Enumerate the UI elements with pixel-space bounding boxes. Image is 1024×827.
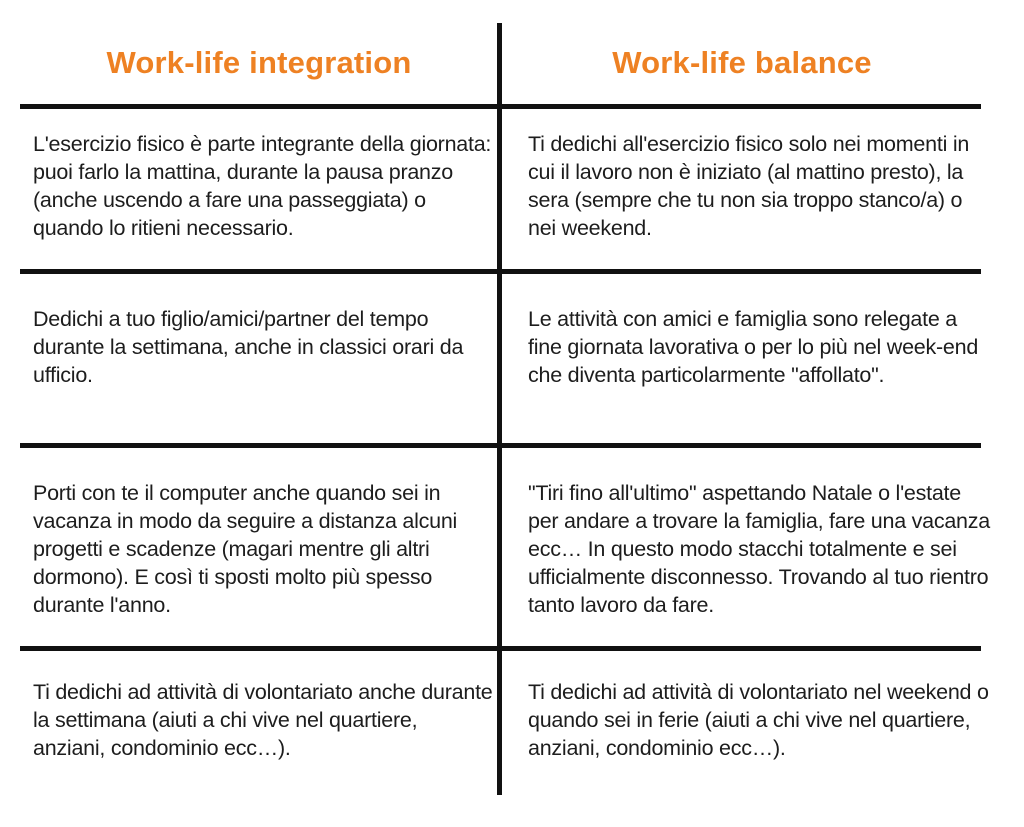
cell-balance-esercizio-fisico: Ti dedichi all'esercizio fisico solo nei momenti in cui il lavoro non è iniziato (al mattino presto), la sera (sempre che tu non sia troppo stanco/a) o nei weekend.	[528, 132, 970, 240]
cell-integration-esercizio-fisico: L'esercizio fisico è parte integrante della giornata: puoi farlo la mattina, durante la pausa pranzo (anche uscendo a fare una passeggiata) o quando lo ritieni necessario.	[33, 132, 492, 240]
cell-integration-famiglia-tempo: Dedichi a tuo figlio/amici/partner del tempo durante la settimana, anche in classici orari da ufficio.	[33, 307, 464, 387]
cell-integration-volontariato: Ti dedichi ad attività di volontariato anche durante la settimana (aiuti a chi vive nel quartiere, anziani, condominio ecc…).	[33, 680, 493, 760]
column-header-work-life-balance: Work-life balance	[612, 45, 872, 80]
column-header-work-life-integration: Work-life integration	[106, 45, 412, 80]
cell-integration-computer-vacanza: Porti con te il computer anche quando sei in vacanza in modo da seguire a distanza alcuni progetti e scadenze (magari mentre gli altri dormono). E così ti sposti molto più spesso durante l'anno.	[33, 481, 458, 617]
cell-balance-volontariato: Ti dedichi ad attività di volontariato nel weekend o quando sei in ferie (aiuti a chi vive nel quartiere, anziani, condominio ecc…).	[528, 680, 989, 760]
vertical-divider	[497, 23, 502, 795]
cell-balance-tiri-fino-ultimo: "Tiri fino all'ultimo" aspettando Natale o l'estate per andare a trovare la famiglia, fare una vacanza ecc… In questo modo stacchi totalmente e sei ufficialmente disconnesso. Trovando al tuo rientro tanto lavoro da fare.	[528, 481, 990, 617]
cell-balance-amici-famiglia: Le attività con amici e famiglia sono relegate a fine giornata lavorativa o per lo più nel week-end che diventa particolarmente "affollato".	[528, 307, 979, 387]
